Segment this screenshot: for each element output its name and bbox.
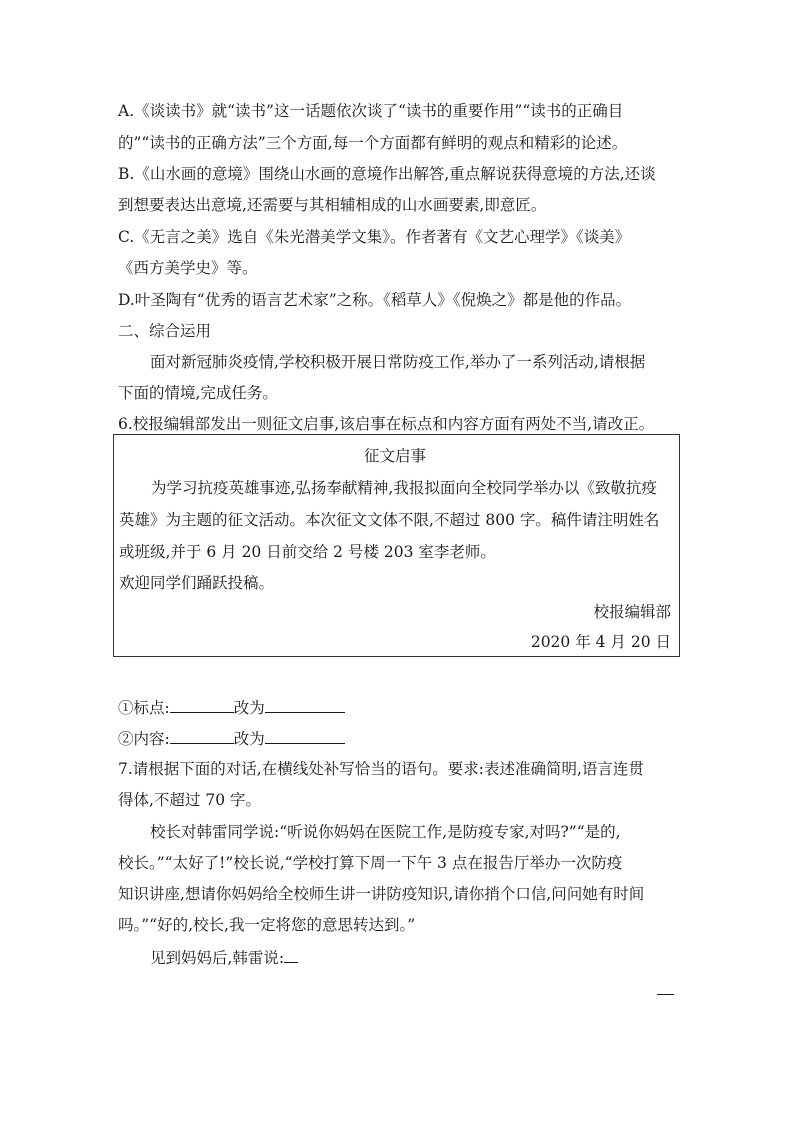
question-7-stem-line2: 得体,不超过 70 字。: [118, 791, 262, 809]
option-b-line2: 到想要表达出意境,还需要与其相辅相成的山水画要素,即意匠。: [118, 196, 547, 214]
notice-body-line3: 或班级,并于 6 月 20 日前交给 2 号楼 203 室李老师。: [119, 543, 496, 561]
notice-body-line2: 英雄》为主题的征文活动。本次征文文体不限,不超过 800 字。稿件请注明姓名: [119, 511, 660, 529]
dialog-line2: 校长。”“太好了!”校长说,“学校打算下周一下午 3 点在报告厅举办一次防疫: [118, 854, 623, 872]
answer-content-blank-2[interactable]: [265, 727, 345, 744]
option-c-line2: 《西方美学史》等。: [118, 259, 258, 277]
dialog-line1: 校长对韩雷同学说:“听说你妈妈在医院工作,是防疫专家,对吗?”“是的,: [150, 823, 621, 841]
question-6-stem: 6.校报编辑部发出一则征文启事,该启事在标点和内容方面有两处不当,请改正。: [118, 415, 655, 433]
answer-punctuation-label: ①标点:: [118, 699, 170, 717]
option-c-line1: C.《无言之美》选自《朱光潜美学文集》。作者著有《文艺心理学》《谈美》: [118, 228, 631, 246]
notice-signature: 校报编辑部: [593, 603, 671, 621]
option-a-line2: 的”“读书的正确方法”三个方面,每一个方面都有鲜明的观点和精彩的论述。: [118, 134, 628, 152]
answer-prompt-label: 见到妈妈后,韩雷说:: [150, 949, 285, 967]
answer-blank[interactable]: [284, 946, 298, 963]
dialog-line4: 吗。”“好的,校长,我一定将您的意思转达到。”: [118, 916, 416, 934]
section-intro-line2: 下面的情境,完成任务。: [118, 384, 278, 402]
section-intro-line1: 面对新冠肺炎疫情,学校积极开展日常防疫工作,举办了一系列活动,请根据: [150, 353, 646, 371]
answer-content-blank-1[interactable]: [170, 727, 234, 744]
answer-punctuation-row: [118, 696, 345, 718]
answer-content-label: ②内容:: [118, 730, 170, 748]
option-b-line1: B.《山水画的意境》围绕山水画的意境作出解答,重点解说获得意境的方法,还谈: [118, 165, 656, 183]
notice-body-line4: 欢迎同学们踊跃投稿。: [119, 574, 275, 592]
notice-body-line1: 为学习抗疫英雄事迹,弘扬奉献精神,我报拟面向全校同学举办以《致敬抗疫: [151, 479, 657, 497]
dialog-line3: 知识讲座,想请你妈妈给全校师生讲一讲防疫知识,请你捎个口信,问问她有时间: [118, 885, 645, 903]
question-7-stem-line1: 7.请根据下面的对话,在横线处补写恰当的语句。要求:表述准确简明,语言连贯: [118, 760, 644, 778]
section-heading: 二、综合运用: [118, 322, 212, 340]
notice-box: [113, 434, 680, 657]
answer-punctuation-change-to: 改为: [233, 699, 265, 717]
option-d-line1: D.叶圣陶有“优秀的语言艺术家”之称。《稻草人》《倪焕之》都是他的作品。: [118, 291, 632, 309]
notice-date: 2020 年 4 月 20 日: [530, 633, 671, 651]
answer-prompt-row: [150, 946, 298, 968]
answer-punctuation-blank-2[interactable]: [265, 696, 345, 713]
answer-content-row: [118, 727, 345, 749]
answer-content-change-to: 改为: [233, 730, 265, 748]
option-a-line1: A.《谈读书》就“读书”这一话题依次谈了“读书的重要作用”“读书的正确目: [118, 102, 624, 120]
answer-punctuation-blank-1[interactable]: [170, 696, 234, 713]
notice-title: 征文启事: [364, 447, 427, 465]
answer-blank-continuation: [657, 994, 674, 995]
